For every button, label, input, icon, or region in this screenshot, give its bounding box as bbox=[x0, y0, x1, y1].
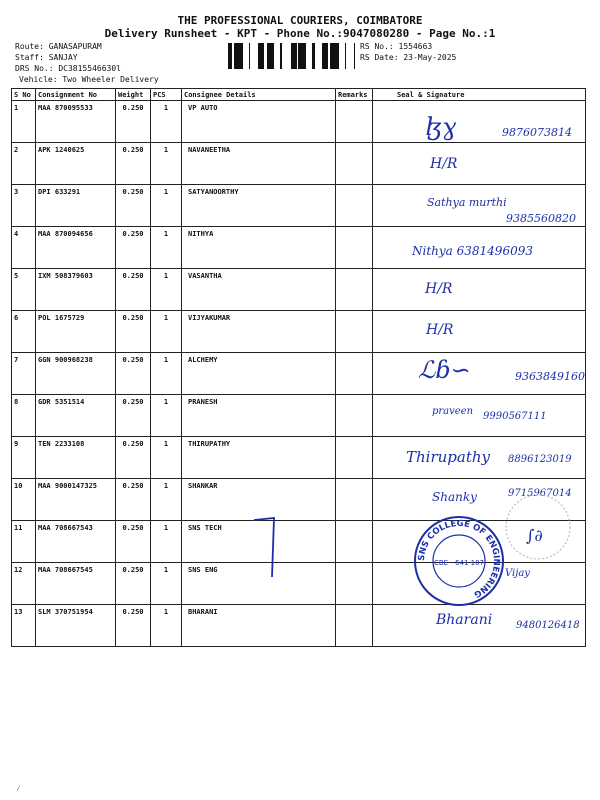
row-consignee: SNS ENG bbox=[182, 563, 336, 605]
table-row bbox=[12, 353, 586, 395]
row-weight: 0.250 bbox=[116, 479, 151, 521]
col-remarks: Remarks bbox=[336, 89, 373, 101]
row-signature bbox=[373, 143, 586, 185]
row-remarks bbox=[336, 353, 373, 395]
row-consignment: TEN 2233108 bbox=[36, 437, 116, 479]
pen-stroke-mark bbox=[250, 512, 290, 582]
table-row bbox=[12, 143, 586, 185]
college-seal-stamp bbox=[413, 515, 505, 607]
row-weight: 0.250 bbox=[116, 353, 151, 395]
handwritten-hr-6: H/R bbox=[426, 322, 454, 338]
row-signature bbox=[373, 269, 586, 311]
row-pcs: 1 bbox=[151, 563, 182, 605]
row-sno: 7 bbox=[12, 353, 36, 395]
runsheet-subtitle: Delivery Runsheet - KPT - Phone No.:9047080280 - Page No.:1 bbox=[104, 27, 496, 40]
row-pcs: 1 bbox=[151, 227, 182, 269]
row-sno: 1 bbox=[12, 101, 36, 143]
company-title: THE PROFESSIONAL COURIERS, COIMBATORE bbox=[177, 14, 423, 27]
table-row bbox=[12, 269, 586, 311]
row-weight: 0.250 bbox=[116, 563, 151, 605]
handwritten-name-10: Shanky bbox=[432, 490, 477, 504]
row-remarks bbox=[336, 605, 373, 647]
row-remarks bbox=[336, 395, 373, 437]
row-weight: 0.250 bbox=[116, 269, 151, 311]
table-row bbox=[12, 101, 586, 143]
row-consignment: MAA 9000147325 bbox=[36, 479, 116, 521]
svg-text:SNS COLLEGE OF ENGINEERING: SNS COLLEGE OF ENGINEERING bbox=[416, 518, 502, 600]
row-consignment: IXM 508379603 bbox=[36, 269, 116, 311]
row-consignee: NAVANEETHA bbox=[182, 143, 336, 185]
row-remarks bbox=[336, 101, 373, 143]
row-consignment: SLM 370751954 bbox=[36, 605, 116, 647]
handwritten-phone-9: 8896123019 bbox=[508, 454, 572, 465]
row-pcs: 1 bbox=[151, 521, 182, 563]
vehicle-label: Vehicle: Two Wheeler Delivery bbox=[19, 75, 159, 84]
row-sno: 6 bbox=[12, 311, 36, 353]
row-sno: 9 bbox=[12, 437, 36, 479]
handwritten-phone-8: 9990567111 bbox=[483, 411, 547, 422]
col-sno: S No bbox=[12, 89, 36, 101]
row-consignee: VIJYAKUMAR bbox=[182, 311, 336, 353]
drs-label: DRS No.: DC3815546630l bbox=[15, 64, 121, 73]
col-pcs: PCS bbox=[151, 89, 182, 101]
faint-seal-stamp bbox=[503, 492, 573, 562]
barcode bbox=[228, 43, 355, 69]
row-weight: 0.250 bbox=[116, 311, 151, 353]
row-sno: 5 bbox=[12, 269, 36, 311]
table-header bbox=[12, 89, 586, 101]
col-consignment: Consignment No bbox=[36, 89, 116, 101]
row-sno: 2 bbox=[12, 143, 36, 185]
row-pcs: 1 bbox=[151, 269, 182, 311]
table-row bbox=[12, 437, 586, 479]
row-signature bbox=[373, 395, 586, 437]
row-consignment: POL 1675729 bbox=[36, 311, 116, 353]
row-weight: 0.250 bbox=[116, 437, 151, 479]
row-weight: 0.250 bbox=[116, 521, 151, 563]
handwritten-name-12: Vijay bbox=[505, 568, 530, 579]
row-consignee: BHARANI bbox=[182, 605, 336, 647]
row-consignee: THIRUPATHY bbox=[182, 437, 336, 479]
col-weight: Weight bbox=[116, 89, 151, 101]
row-pcs: 1 bbox=[151, 143, 182, 185]
row-pcs: 1 bbox=[151, 311, 182, 353]
row-sno: 11 bbox=[12, 521, 36, 563]
row-sno: 10 bbox=[12, 479, 36, 521]
row-remarks bbox=[336, 521, 373, 563]
col-signature: Seal & Signature bbox=[373, 89, 586, 101]
svg-text:CBE - 641 107: CBE - 641 107 bbox=[433, 559, 485, 567]
row-consignment: MAA 870095533 bbox=[36, 101, 116, 143]
row-remarks bbox=[336, 311, 373, 353]
signature-7: ℒɓ∽ bbox=[418, 356, 471, 384]
row-weight: 0.250 bbox=[116, 101, 151, 143]
row-consignee: VP AUTO bbox=[182, 101, 336, 143]
handwritten-hr-2: H/R bbox=[430, 156, 458, 172]
row-remarks bbox=[336, 227, 373, 269]
row-sno: 3 bbox=[12, 185, 36, 227]
row-weight: 0.250 bbox=[116, 605, 151, 647]
row-weight: 0.250 bbox=[116, 227, 151, 269]
row-consignment: GDR 5351514 bbox=[36, 395, 116, 437]
table-row bbox=[12, 311, 586, 353]
row-signature bbox=[373, 311, 586, 353]
rs-date: RS Date: 23-May-2025 bbox=[360, 53, 457, 62]
staff-label: Staff: SANJAY bbox=[15, 53, 78, 62]
handwritten-hr-5: H/R bbox=[425, 281, 453, 297]
handwritten-phone-7: 9363849160 bbox=[515, 370, 585, 383]
scan-mark: ⁄ bbox=[16, 784, 21, 793]
row-pcs: 1 bbox=[151, 353, 182, 395]
row-sno: 13 bbox=[12, 605, 36, 647]
handwritten-name-4: Nithya 6381496093 bbox=[412, 244, 533, 258]
row-consignment: MAA 708667543 bbox=[36, 521, 116, 563]
table-row bbox=[12, 605, 586, 647]
signature-1: ɮɣ bbox=[425, 113, 457, 141]
row-sno: 8 bbox=[12, 395, 36, 437]
row-consignee: VASANTHA bbox=[182, 269, 336, 311]
handwritten-name-13: Bharani bbox=[436, 612, 493, 628]
handwritten-phone-10: 9715967014 bbox=[508, 488, 572, 499]
row-consignee: NITHYA bbox=[182, 227, 336, 269]
row-remarks bbox=[336, 437, 373, 479]
row-weight: 0.250 bbox=[116, 395, 151, 437]
route-label: Route: GANASAPURAM bbox=[15, 42, 102, 51]
col-consignee: Consignee Details bbox=[182, 89, 336, 101]
row-consignee: SNS TECH bbox=[182, 521, 336, 563]
row-weight: 0.250 bbox=[116, 143, 151, 185]
row-pcs: 1 bbox=[151, 395, 182, 437]
row-pcs: 1 bbox=[151, 437, 182, 479]
row-remarks bbox=[336, 563, 373, 605]
handwritten-name-9: Thirupathy bbox=[406, 448, 491, 466]
row-consignee: SATYANOORTHY bbox=[182, 185, 336, 227]
row-sno: 4 bbox=[12, 227, 36, 269]
row-pcs: 1 bbox=[151, 185, 182, 227]
handwritten-phone-3: 9385560820 bbox=[506, 212, 576, 225]
row-consignment: GGN 900968238 bbox=[36, 353, 116, 395]
row-pcs: 1 bbox=[151, 605, 182, 647]
handwritten-phone-13: 9480126418 bbox=[516, 620, 580, 631]
row-consignment: MAA 708667545 bbox=[36, 563, 116, 605]
signature-11: ∫∂ bbox=[526, 526, 543, 545]
row-consignee: SHANKAR bbox=[182, 479, 336, 521]
row-remarks bbox=[336, 479, 373, 521]
handwritten-name-3: Sathya murthi bbox=[427, 196, 507, 209]
row-remarks bbox=[336, 269, 373, 311]
row-weight: 0.250 bbox=[116, 185, 151, 227]
rs-number: RS No.: 1554663 bbox=[360, 42, 433, 51]
row-consignment: MAA 870094656 bbox=[36, 227, 116, 269]
handwritten-name-8: praveen bbox=[432, 406, 474, 417]
row-consignee: ALCHEMY bbox=[182, 353, 336, 395]
row-remarks bbox=[336, 143, 373, 185]
row-sno: 12 bbox=[12, 563, 36, 605]
row-pcs: 1 bbox=[151, 479, 182, 521]
row-consignee: PRANESH bbox=[182, 395, 336, 437]
row-remarks bbox=[336, 185, 373, 227]
handwritten-phone-1: 9876073814 bbox=[502, 126, 572, 139]
row-consignment: APK 1240625 bbox=[36, 143, 116, 185]
row-consignment: DPI 633291 bbox=[36, 185, 116, 227]
row-pcs: 1 bbox=[151, 101, 182, 143]
